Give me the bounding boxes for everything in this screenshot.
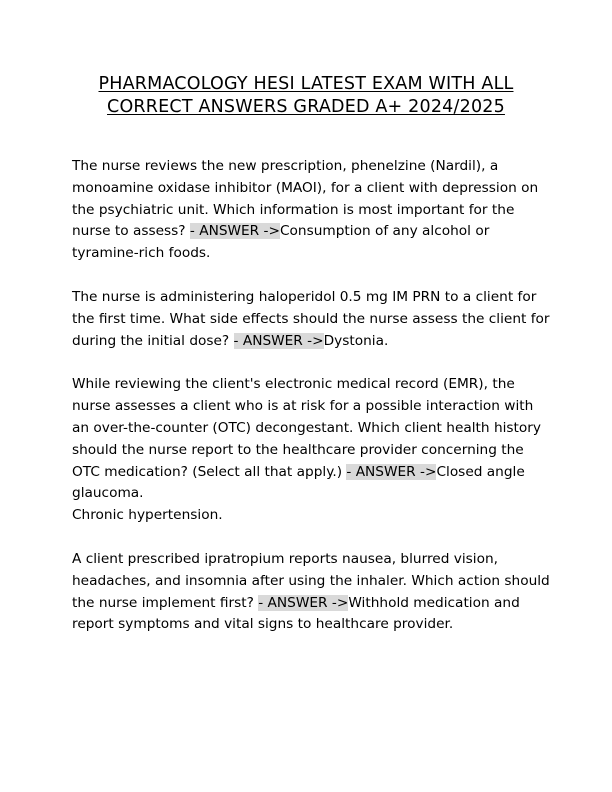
answer-text: Withhold medication and report symptoms and vital signs to healthcare provider. (72, 594, 520, 633)
answer-text: Consumption of any alcohol or tyramine-rich foods. (72, 223, 490, 262)
answer-text-extra: Chronic hypertension. (72, 507, 223, 524)
qa-item-4 (72, 549, 550, 636)
qa-item-1 (72, 156, 550, 265)
qa-item-2 (72, 287, 550, 352)
answer-marker: - ANSWER -> (258, 594, 349, 611)
title-line-2: CORRECT ANSWERS GRADED A+ 2024/2025 (107, 97, 505, 117)
answer-marker: - ANSWER -> (346, 463, 437, 480)
question-text: A client prescribed ipratropium reports nausea, blurred vision, headaches, and insomnia after using the inhaler. Which action should the nurse implement first? (72, 550, 550, 611)
question-text: While reviewing the client's electronic medical record (EMR), the nurse assesses a client who is at risk for a possible interaction with an over-the-counter (OTC) decongestant. Which client health history should the nurse report to the healthcare provider concerning the OTC medication? (Select all that apply.) (72, 376, 542, 480)
document-title (70, 73, 542, 119)
question-text: The nurse is administering haloperidol 0.5 mg IM PRN to a client for the first time. What side effects should the nurse assess the client for during the initial dose? (72, 288, 550, 349)
answer-marker: - ANSWER -> (189, 223, 280, 240)
answer-text: Closed angle glaucoma. (72, 463, 525, 502)
qa-list (72, 156, 550, 658)
answer-text: Dystonia. (323, 332, 389, 349)
question-text: The nurse reviews the new prescription, phenelzine (Nardil), a monoamine oxidase inhibitor (MAOI), for a client with depression on the psychiatric unit. Which information is most important for the nurse to assess? (72, 158, 539, 240)
answer-marker: - ANSWER -> (233, 332, 324, 349)
qa-item-3 (72, 374, 550, 527)
title-line-1: PHARMACOLOGY HESI LATEST EXAM WITH ALL (98, 74, 514, 94)
